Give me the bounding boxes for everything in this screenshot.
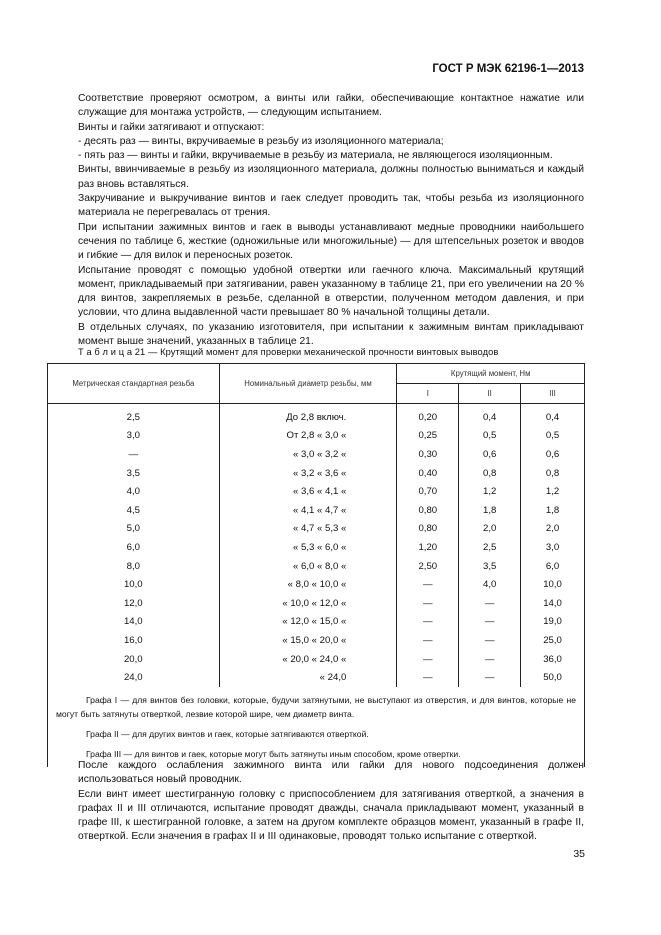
table-cell: 3,0 bbox=[521, 538, 585, 557]
col-header-diameter: Номинальный диаметр резьбы, мм bbox=[219, 364, 397, 404]
paragraph: - пять раз — винты и гайки, вкручиваемые в резьбу из материала, не являющегося изоляционным. bbox=[78, 150, 553, 162]
table-cell: « 24,0 bbox=[219, 668, 397, 687]
paragraph: При испытании зажимных винтов и гаек в выводы устанавливают медные проводники наибольшего сечения по таблице 6, жесткие (одножильные или многожильные) — для штепсельных розеток и вводов и гибкие — для вилок и переносных розеток. bbox=[78, 221, 584, 262]
table-row bbox=[48, 575, 585, 594]
table-cell: 16,0 bbox=[48, 631, 220, 650]
table-cell: 0,20 bbox=[397, 404, 459, 427]
table-cell: 2,5 bbox=[459, 538, 521, 557]
note: Графа II — для других винтов и гаек, которые затягиваются отверткой. bbox=[86, 728, 369, 739]
table-cell: 1,2 bbox=[521, 482, 585, 501]
table-cell: 1,8 bbox=[459, 501, 521, 520]
table-cell: 4,0 bbox=[48, 482, 220, 501]
table-cell: 5,0 bbox=[48, 520, 220, 539]
table-cell: 2,0 bbox=[521, 520, 585, 539]
table-cell: « 20,0 « 24,0 « bbox=[219, 650, 397, 669]
table-cell: — bbox=[459, 594, 521, 613]
table-cell: От 2,8 « 3,0 « bbox=[219, 427, 397, 446]
table-cell: « 12,0 « 15,0 « bbox=[219, 613, 397, 632]
table-row bbox=[48, 445, 585, 464]
table-row bbox=[48, 668, 585, 687]
table-row bbox=[48, 427, 585, 446]
table-cell: 6,0 bbox=[521, 557, 585, 576]
document-header: ГОСТ Р МЭК 62196-1—2013 bbox=[432, 63, 584, 75]
paragraph: После каждого ослабления зажимного винта или гайки для нового подсоединения должен использоваться новый проводник. bbox=[78, 760, 584, 786]
note: Графа I — для винтов без головки, которые, будучи затянутыми, не выступают из отверстия, и для винтов, которые не могут быть затянуты отверткой, лезвие которой шире, чем диаметр винта. bbox=[56, 694, 576, 719]
table-cell: 6,0 bbox=[48, 538, 220, 557]
torque-table bbox=[47, 363, 585, 767]
table-cell: 3,0 bbox=[48, 427, 220, 446]
table-cell: « 15,0 « 20,0 « bbox=[219, 631, 397, 650]
table-cell: 2,5 bbox=[48, 404, 220, 427]
table-cell: 0,4 bbox=[459, 404, 521, 427]
table-cell: 1,8 bbox=[521, 501, 585, 520]
table-row bbox=[48, 594, 585, 613]
col-header-thread: Метрическая стандартная резьба bbox=[48, 364, 220, 404]
table-cell: « 4,1 « 4,7 « bbox=[219, 501, 397, 520]
table-cell: 0,5 bbox=[521, 427, 585, 446]
paragraph: - десять раз — винты, вкручиваемые в резьбу из изоляционного материала; bbox=[78, 135, 444, 147]
table-cell: 0,80 bbox=[397, 501, 459, 520]
table-row bbox=[48, 501, 585, 520]
page-number: 35 bbox=[573, 848, 585, 860]
table-cell: « 3,0 « 3,2 « bbox=[219, 445, 397, 464]
table-row bbox=[48, 650, 585, 669]
table-cell: 0,5 bbox=[459, 427, 521, 446]
table-cell: 12,0 bbox=[48, 594, 220, 613]
table-cell: — bbox=[459, 668, 521, 687]
table-cell: 0,30 bbox=[397, 445, 459, 464]
paragraph: Испытание проводят с помощью удобной отвертки или гаечного ключа. Максимальный крутящий момент, прикладываемый при затягивании, равен указанному в таблице 21, при его увеличении на 20 % для винтов, закрепляемых в резьбе, сделанной в отверстии, полученном методом давления, и при условии, что длина выдавленной части превышает 80 % начальной толщины детали. bbox=[78, 264, 584, 319]
col-header-iii: III bbox=[521, 384, 585, 404]
table-cell: « 5,3 « 6,0 « bbox=[219, 538, 397, 557]
table-cell: « 8,0 « 10,0 « bbox=[219, 575, 397, 594]
table-cell: До 2,8 включ. bbox=[219, 404, 397, 427]
table-cell: 2,50 bbox=[397, 557, 459, 576]
table-cell: — bbox=[397, 575, 459, 594]
table-cell: 0,25 bbox=[397, 427, 459, 446]
table-cell: — bbox=[397, 668, 459, 687]
table-row bbox=[48, 557, 585, 576]
table-cell: 1,20 bbox=[397, 538, 459, 557]
table-cell: 0,8 bbox=[521, 464, 585, 483]
table-cell: « 6,0 « 8,0 « bbox=[219, 557, 397, 576]
table-cell: 14,0 bbox=[48, 613, 220, 632]
table-cell: — bbox=[459, 631, 521, 650]
paragraph: Закручивание и выкручивание винтов и гаек следует проводить так, чтобы резьба из изоляционного материала не перегревалась от трения. bbox=[78, 193, 584, 219]
table-cell: — bbox=[459, 650, 521, 669]
table-cell: 10,0 bbox=[48, 575, 220, 594]
table-row bbox=[48, 520, 585, 539]
table-cell: 4,5 bbox=[48, 501, 220, 520]
table-cell: 2,0 bbox=[459, 520, 521, 539]
table-cell: 19,0 bbox=[521, 613, 585, 632]
table-cell: 4,0 bbox=[459, 575, 521, 594]
table-cell: — bbox=[397, 631, 459, 650]
table-cell: 10,0 bbox=[521, 575, 585, 594]
table-cell: 0,40 bbox=[397, 464, 459, 483]
table-cell: « 3,6 « 4,1 « bbox=[219, 482, 397, 501]
table-cell: — bbox=[397, 613, 459, 632]
table-cell: — bbox=[397, 650, 459, 669]
table-cell: 36,0 bbox=[521, 650, 585, 669]
table-row bbox=[48, 404, 585, 427]
table-cell: 24,0 bbox=[48, 668, 220, 687]
table-row bbox=[48, 631, 585, 650]
paragraph: Винты и гайки затягивают и отпускают: bbox=[78, 121, 265, 133]
note: Графа III — для винтов и гаек, которые могут быть затянуты иным способом, кроме отвертки. bbox=[86, 748, 461, 759]
table-cell: 25,0 bbox=[521, 631, 585, 650]
table-cell: 0,70 bbox=[397, 482, 459, 501]
col-header-ii: II bbox=[459, 384, 521, 404]
table-cell: 50,0 bbox=[521, 668, 585, 687]
table-row bbox=[48, 613, 585, 632]
table-cell: 3,5 bbox=[459, 557, 521, 576]
table-cell: 8,0 bbox=[48, 557, 220, 576]
table-cell: 0,6 bbox=[459, 445, 521, 464]
table-cell: 0,6 bbox=[521, 445, 585, 464]
table-cell: — bbox=[48, 445, 220, 464]
table-cell: « 4,7 « 5,3 « bbox=[219, 520, 397, 539]
table-cell: 1,2 bbox=[459, 482, 521, 501]
table-row bbox=[48, 464, 585, 483]
table-notes bbox=[48, 687, 585, 767]
table-cell: 20,0 bbox=[48, 650, 220, 669]
table-row bbox=[48, 538, 585, 557]
col-header-i: I bbox=[397, 384, 459, 404]
paragraph: Соответствие проверяют осмотром, а винты или гайки, обеспечивающие контактное нажатие или служащие для монтажа устройств, — следующим испытанием. bbox=[78, 93, 584, 119]
table-cell: — bbox=[459, 613, 521, 632]
table-cell: 3,5 bbox=[48, 464, 220, 483]
paragraph: Если винт имеет шестигранную головку с приспособлением для затягивания отверткой, а значения в графах II и III отличаются, испытание проводят дважды, сначала прикладывают момент, указанный в графе III, к шестигранной головке, а затем на другом комплекте образцов момент, указанный в графе II, отверткой. Если значения в графах II и III одинаковые, проводят только испытание с отверткой. bbox=[78, 788, 584, 843]
table-cell: « 3,2 « 3,6 « bbox=[219, 464, 397, 483]
after-table-text bbox=[78, 759, 584, 845]
body-text bbox=[78, 92, 584, 349]
col-header-torque: Крутящий момент, Нм bbox=[397, 364, 585, 384]
table-cell: 14,0 bbox=[521, 594, 585, 613]
table-cell: 0,8 bbox=[459, 464, 521, 483]
paragraph: Винты, ввинчиваемые в резьбу из изоляционного материала, должны полностью выниматься и каждый раз вновь вставляться. bbox=[78, 164, 584, 190]
paragraph: В отдельных случаях, по указанию изготовителя, при испытании к зажимным винтам прикладывают момент выше значений, указанных в таблице 21. bbox=[78, 321, 584, 348]
table-cell: « 10,0 « 12,0 « bbox=[219, 594, 397, 613]
table-cell: — bbox=[397, 594, 459, 613]
table-cell: 0,4 bbox=[521, 404, 585, 427]
table-row bbox=[48, 482, 585, 501]
table-caption: Т а б л и ц а 21 — Крутящий момент для проверки механической прочности винтовых выводов bbox=[78, 347, 499, 357]
table-cell: 0,80 bbox=[397, 520, 459, 539]
